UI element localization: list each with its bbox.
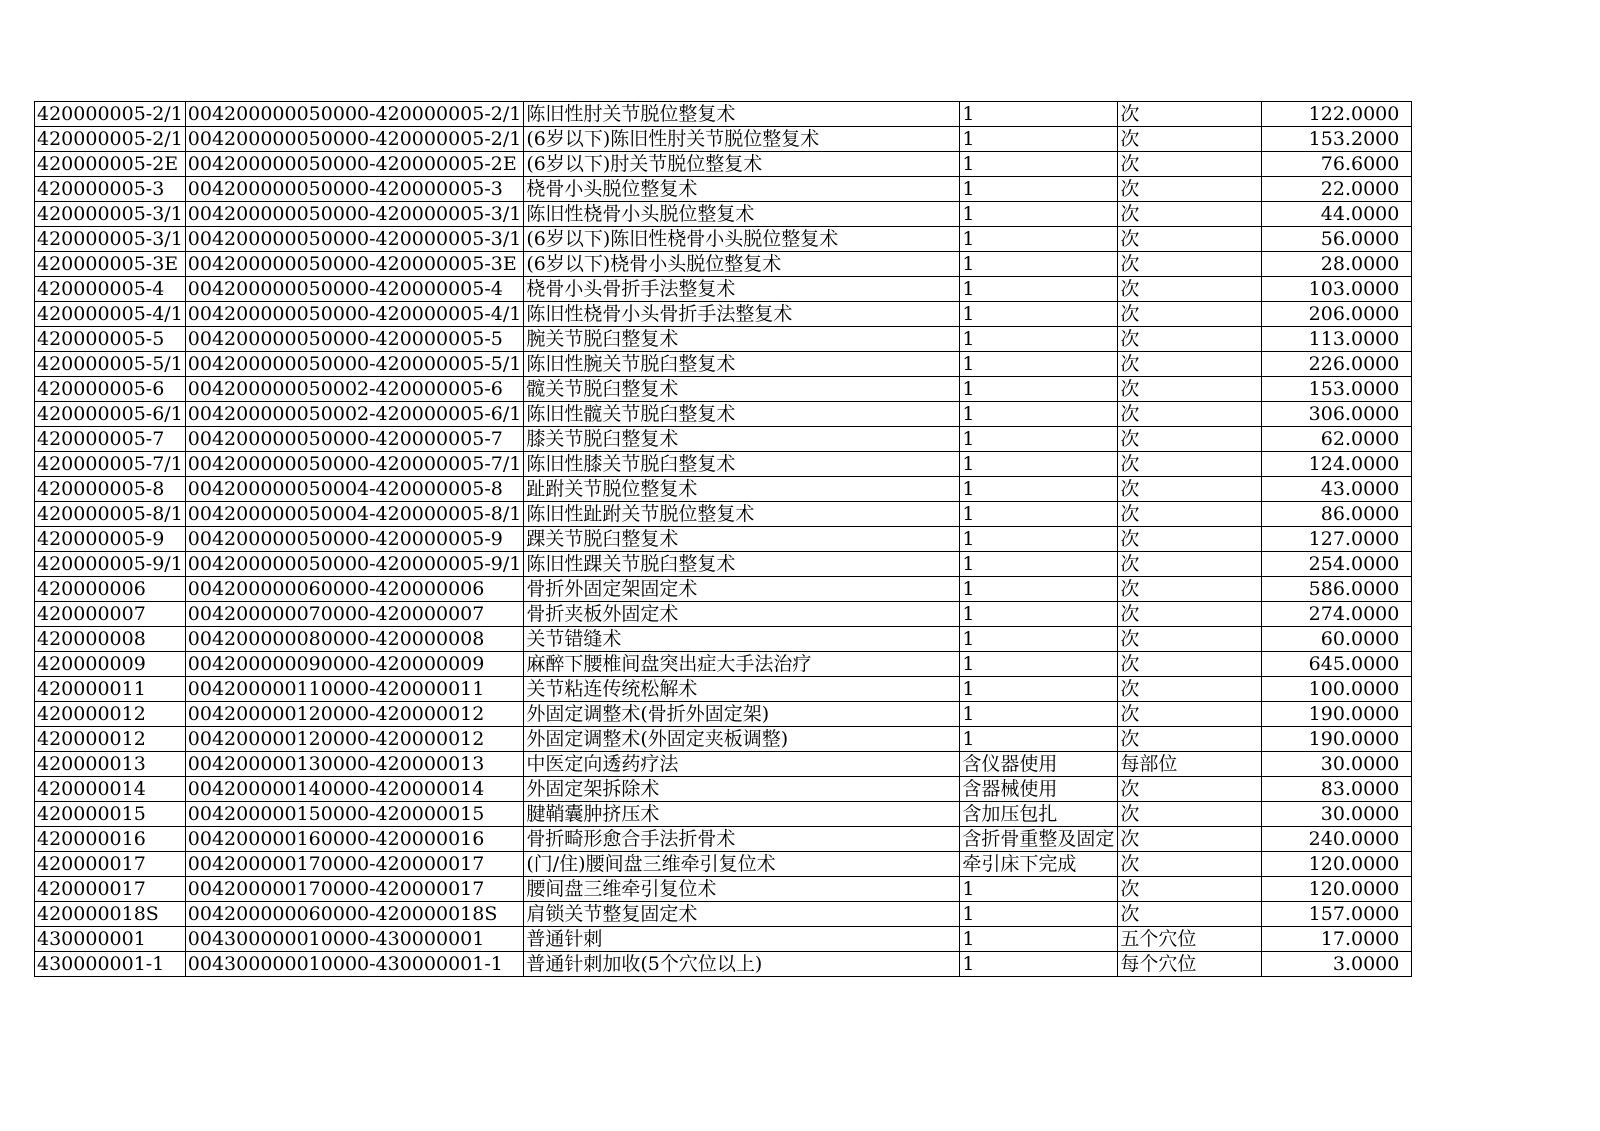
unit-cell: 次: [1118, 252, 1262, 277]
full-code-cell: 004200000050000-420000005-7: [185, 427, 524, 452]
content-cell: 1: [960, 502, 1118, 527]
content-cell: 1: [960, 952, 1118, 977]
full-code-cell: 004200000050004-420000005-8/1: [185, 502, 524, 527]
table-row: [35, 352, 1412, 377]
table-row: [35, 427, 1412, 452]
price-cell: 254.0000: [1262, 552, 1412, 577]
unit-cell: 次: [1118, 127, 1262, 152]
content-cell: 1: [960, 402, 1118, 427]
full-code-cell: 004200000060000-420000006: [185, 577, 524, 602]
price-cell: 113.0000: [1262, 327, 1412, 352]
full-code-cell: 004200000170000-420000017: [185, 852, 524, 877]
item-code-cell: 420000016: [35, 827, 186, 852]
table-row: [35, 877, 1412, 902]
item-name-cell: 陈旧性踝关节脱臼整复术: [524, 552, 960, 577]
item-name-cell: 骨折夹板外固定术: [524, 602, 960, 627]
full-code-cell: 004200000050000-420000005-3: [185, 177, 524, 202]
table-row: [35, 677, 1412, 702]
item-code-cell: 420000018S: [35, 902, 186, 927]
price-cell: 127.0000: [1262, 527, 1412, 552]
item-code-cell: 420000005-6/1: [35, 402, 186, 427]
full-code-cell: 004200000080000-420000008: [185, 627, 524, 652]
price-cell: 62.0000: [1262, 427, 1412, 452]
item-name-cell: 关节错缝术: [524, 627, 960, 652]
unit-cell: 次: [1118, 202, 1262, 227]
item-code-cell: 420000005-7/1: [35, 452, 186, 477]
content-cell: 1: [960, 602, 1118, 627]
full-code-cell: 004200000050000-420000005-9: [185, 527, 524, 552]
item-name-cell: (6岁以下)陈旧性肘关节脱位整复术: [524, 127, 960, 152]
unit-cell: 次: [1118, 527, 1262, 552]
price-cell: 274.0000: [1262, 602, 1412, 627]
table-row: [35, 102, 1412, 127]
price-cell: 100.0000: [1262, 677, 1412, 702]
table-row: [35, 127, 1412, 152]
item-code-cell: 420000012: [35, 727, 186, 752]
unit-cell: 次: [1118, 902, 1262, 927]
full-code-cell: 004200000050000-420000005-4: [185, 277, 524, 302]
item-name-cell: 髋关节脱臼整复术: [524, 377, 960, 402]
item-name-cell: 陈旧性髋关节脱臼整复术: [524, 402, 960, 427]
item-code-cell: 420000005-9: [35, 527, 186, 552]
unit-cell: 五个穴位: [1118, 927, 1262, 952]
content-cell: 1: [960, 877, 1118, 902]
unit-cell: 次: [1118, 627, 1262, 652]
table-row: [35, 552, 1412, 577]
content-cell: 1: [960, 902, 1118, 927]
item-name-cell: 膝关节脱臼整复术: [524, 427, 960, 452]
price-cell: 206.0000: [1262, 302, 1412, 327]
table-row: [35, 327, 1412, 352]
price-cell: 120.0000: [1262, 852, 1412, 877]
price-cell: 30.0000: [1262, 802, 1412, 827]
full-code-cell: 004200000050000-420000005-4/1: [185, 302, 524, 327]
item-code-cell: 420000008: [35, 627, 186, 652]
item-code-cell: 420000015: [35, 802, 186, 827]
price-cell: 103.0000: [1262, 277, 1412, 302]
price-table-body: [35, 102, 1412, 977]
item-name-cell: 关节粘连传统松解术: [524, 677, 960, 702]
price-table: [34, 101, 1412, 977]
content-cell: 1: [960, 652, 1118, 677]
item-name-cell: (6岁以下)桡骨小头脱位整复术: [524, 252, 960, 277]
content-cell: 含折骨重整及固定: [960, 827, 1118, 852]
item-name-cell: 普通针刺: [524, 927, 960, 952]
item-code-cell: 420000017: [35, 852, 186, 877]
unit-cell: 次: [1118, 402, 1262, 427]
item-code-cell: 420000017: [35, 877, 186, 902]
item-name-cell: 腰间盘三维牵引复位术: [524, 877, 960, 902]
table-row: [35, 227, 1412, 252]
content-cell: 1: [960, 177, 1118, 202]
full-code-cell: 004200000050000-420000005-3E: [185, 252, 524, 277]
content-cell: 1: [960, 577, 1118, 602]
unit-cell: 次: [1118, 802, 1262, 827]
item-code-cell: 420000005-4: [35, 277, 186, 302]
content-cell: 1: [960, 227, 1118, 252]
item-code-cell: 420000005-3E: [35, 252, 186, 277]
price-cell: 153.2000: [1262, 127, 1412, 152]
item-code-cell: 420000005-7: [35, 427, 186, 452]
item-name-cell: 陈旧性腕关节脱臼整复术: [524, 352, 960, 377]
price-cell: 586.0000: [1262, 577, 1412, 602]
price-cell: 190.0000: [1262, 702, 1412, 727]
unit-cell: 次: [1118, 877, 1262, 902]
content-cell: 1: [960, 727, 1118, 752]
table-row: [35, 827, 1412, 852]
content-cell: 1: [960, 152, 1118, 177]
item-name-cell: 肩锁关节整复固定术: [524, 902, 960, 927]
unit-cell: 次: [1118, 102, 1262, 127]
price-cell: 43.0000: [1262, 477, 1412, 502]
full-code-cell: 004200000050000-420000005-3/1: [185, 202, 524, 227]
item-name-cell: 腕关节脱臼整复术: [524, 327, 960, 352]
content-cell: 1: [960, 352, 1118, 377]
price-cell: 153.0000: [1262, 377, 1412, 402]
unit-cell: 次: [1118, 352, 1262, 377]
price-cell: 226.0000: [1262, 352, 1412, 377]
item-name-cell: 桡骨小头脱位整复术: [524, 177, 960, 202]
content-cell: 1: [960, 377, 1118, 402]
item-code-cell: 420000005-3: [35, 177, 186, 202]
content-cell: 1: [960, 302, 1118, 327]
content-cell: 1: [960, 252, 1118, 277]
table-row: [35, 502, 1412, 527]
unit-cell: 次: [1118, 602, 1262, 627]
item-code-cell: 420000005-3/1: [35, 227, 186, 252]
item-name-cell: 麻醉下腰椎间盘突出症大手法治疗: [524, 652, 960, 677]
table-row: [35, 377, 1412, 402]
item-code-cell: 420000005-2/1: [35, 127, 186, 152]
item-code-cell: 420000005-2/1: [35, 102, 186, 127]
table-row: [35, 477, 1412, 502]
item-name-cell: 趾跗关节脱位整复术: [524, 477, 960, 502]
price-cell: 56.0000: [1262, 227, 1412, 252]
price-cell: 83.0000: [1262, 777, 1412, 802]
price-cell: 190.0000: [1262, 727, 1412, 752]
content-cell: 1: [960, 527, 1118, 552]
price-cell: 122.0000: [1262, 102, 1412, 127]
table-row: [35, 252, 1412, 277]
item-name-cell: 桡骨小头骨折手法整复术: [524, 277, 960, 302]
item-name-cell: 外固定调整术(骨折外固定架): [524, 702, 960, 727]
table-row: [35, 902, 1412, 927]
table-row: [35, 777, 1412, 802]
item-code-cell: 430000001: [35, 927, 186, 952]
item-name-cell: 中医定向透药疗法: [524, 752, 960, 777]
full-code-cell: 004200000170000-420000017: [185, 877, 524, 902]
unit-cell: 次: [1118, 652, 1262, 677]
table-row: [35, 702, 1412, 727]
price-cell: 60.0000: [1262, 627, 1412, 652]
content-cell: 1: [960, 702, 1118, 727]
unit-cell: 次: [1118, 827, 1262, 852]
content-cell: 含仪器使用: [960, 752, 1118, 777]
unit-cell: 每部位: [1118, 752, 1262, 777]
unit-cell: 次: [1118, 702, 1262, 727]
item-name-cell: 外固定调整术(外固定夹板调整): [524, 727, 960, 752]
item-name-cell: (6岁以下)陈旧性桡骨小头脱位整复术: [524, 227, 960, 252]
full-code-cell: 004200000050002-420000005-6: [185, 377, 524, 402]
item-name-cell: 陈旧性桡骨小头骨折手法整复术: [524, 302, 960, 327]
full-code-cell: 004300000010000-430000001-1: [185, 952, 524, 977]
unit-cell: 次: [1118, 727, 1262, 752]
price-cell: 28.0000: [1262, 252, 1412, 277]
item-name-cell: (6岁以下)肘关节脱位整复术: [524, 152, 960, 177]
price-cell: 22.0000: [1262, 177, 1412, 202]
full-code-cell: 004200000150000-420000015: [185, 802, 524, 827]
content-cell: 1: [960, 127, 1118, 152]
price-cell: 86.0000: [1262, 502, 1412, 527]
item-name-cell: 普通针刺加收(5个穴位以上): [524, 952, 960, 977]
content-cell: 1: [960, 452, 1118, 477]
full-code-cell: 004200000140000-420000014: [185, 777, 524, 802]
table-row: [35, 602, 1412, 627]
full-code-cell: 004200000050002-420000005-6/1: [185, 402, 524, 427]
table-row: [35, 577, 1412, 602]
item-code-cell: 420000006: [35, 577, 186, 602]
table-row: [35, 402, 1412, 427]
item-name-cell: 踝关节脱臼整复术: [524, 527, 960, 552]
unit-cell: 次: [1118, 302, 1262, 327]
price-cell: 3.0000: [1262, 952, 1412, 977]
content-cell: 1: [960, 102, 1118, 127]
item-name-cell: 陈旧性肘关节脱位整复术: [524, 102, 960, 127]
table-row: [35, 852, 1412, 877]
item-name-cell: 腱鞘囊肿挤压术: [524, 802, 960, 827]
unit-cell: 次: [1118, 677, 1262, 702]
unit-cell: 次: [1118, 777, 1262, 802]
content-cell: 1: [960, 927, 1118, 952]
table-row: [35, 177, 1412, 202]
unit-cell: 次: [1118, 502, 1262, 527]
price-cell: 44.0000: [1262, 202, 1412, 227]
price-cell: 306.0000: [1262, 402, 1412, 427]
content-cell: 1: [960, 427, 1118, 452]
item-code-cell: 420000005-5/1: [35, 352, 186, 377]
item-name-cell: 骨折外固定架固定术: [524, 577, 960, 602]
price-cell: 120.0000: [1262, 877, 1412, 902]
item-code-cell: 420000005-3/1: [35, 202, 186, 227]
content-cell: 1: [960, 552, 1118, 577]
item-code-cell: 420000005-8/1: [35, 502, 186, 527]
item-code-cell: 420000005-9/1: [35, 552, 186, 577]
price-cell: 30.0000: [1262, 752, 1412, 777]
full-code-cell: 004200000050004-420000005-8: [185, 477, 524, 502]
table-row: [35, 927, 1412, 952]
unit-cell: 次: [1118, 452, 1262, 477]
full-code-cell: 004200000060000-420000018S: [185, 902, 524, 927]
table-row: [35, 752, 1412, 777]
full-code-cell: 004200000050000-420000005-2/1: [185, 102, 524, 127]
table-row: [35, 627, 1412, 652]
item-code-cell: 420000005-2E: [35, 152, 186, 177]
item-code-cell: 420000007: [35, 602, 186, 627]
unit-cell: 次: [1118, 852, 1262, 877]
item-code-cell: 420000005-6: [35, 377, 186, 402]
content-cell: 含加压包扎: [960, 802, 1118, 827]
table-row: [35, 527, 1412, 552]
full-code-cell: 004200000050000-420000005-3/1: [185, 227, 524, 252]
table-row: [35, 802, 1412, 827]
unit-cell: 次: [1118, 477, 1262, 502]
item-code-cell: 420000012: [35, 702, 186, 727]
content-cell: 含器械使用: [960, 777, 1118, 802]
item-name-cell: 陈旧性趾跗关节脱位整复术: [524, 502, 960, 527]
table-row: [35, 952, 1412, 977]
full-code-cell: 004200000050000-420000005-2/1: [185, 127, 524, 152]
unit-cell: 次: [1118, 227, 1262, 252]
item-code-cell: 420000011: [35, 677, 186, 702]
item-code-cell: 420000014: [35, 777, 186, 802]
price-cell: 76.6000: [1262, 152, 1412, 177]
item-code-cell: 420000013: [35, 752, 186, 777]
table-row: [35, 652, 1412, 677]
item-name-cell: 陈旧性膝关节脱臼整复术: [524, 452, 960, 477]
table-row: [35, 277, 1412, 302]
unit-cell: 次: [1118, 552, 1262, 577]
full-code-cell: 004200000130000-420000013: [185, 752, 524, 777]
full-code-cell: 004200000050000-420000005-5/1: [185, 352, 524, 377]
unit-cell: 次: [1118, 177, 1262, 202]
full-code-cell: 004300000010000-430000001: [185, 927, 524, 952]
item-name-cell: 骨折畸形愈合手法折骨术: [524, 827, 960, 852]
unit-cell: 次: [1118, 377, 1262, 402]
price-cell: 17.0000: [1262, 927, 1412, 952]
content-cell: 1: [960, 327, 1118, 352]
unit-cell: 次: [1118, 427, 1262, 452]
table-row: [35, 727, 1412, 752]
content-cell: 牵引床下完成: [960, 852, 1118, 877]
table-row: [35, 152, 1412, 177]
item-code-cell: 420000005-8: [35, 477, 186, 502]
unit-cell: 次: [1118, 277, 1262, 302]
full-code-cell: 004200000050000-420000005-9/1: [185, 552, 524, 577]
content-cell: 1: [960, 202, 1118, 227]
full-code-cell: 004200000050000-420000005-7/1: [185, 452, 524, 477]
unit-cell: 每个穴位: [1118, 952, 1262, 977]
full-code-cell: 004200000160000-420000016: [185, 827, 524, 852]
table-row: [35, 202, 1412, 227]
table-row: [35, 302, 1412, 327]
full-code-cell: 004200000050000-420000005-5: [185, 327, 524, 352]
full-code-cell: 004200000050000-420000005-2E: [185, 152, 524, 177]
full-code-cell: 004200000120000-420000012: [185, 727, 524, 752]
table-row: [35, 452, 1412, 477]
price-cell: 124.0000: [1262, 452, 1412, 477]
content-cell: 1: [960, 677, 1118, 702]
content-cell: 1: [960, 477, 1118, 502]
price-cell: 157.0000: [1262, 902, 1412, 927]
price-cell: 240.0000: [1262, 827, 1412, 852]
item-code-cell: 420000005-4/1: [35, 302, 186, 327]
item-name-cell: 外固定架拆除术: [524, 777, 960, 802]
content-cell: 1: [960, 277, 1118, 302]
full-code-cell: 004200000110000-420000011: [185, 677, 524, 702]
item-code-cell: 420000005-5: [35, 327, 186, 352]
full-code-cell: 004200000070000-420000007: [185, 602, 524, 627]
item-code-cell: 430000001-1: [35, 952, 186, 977]
unit-cell: 次: [1118, 152, 1262, 177]
unit-cell: 次: [1118, 327, 1262, 352]
item-name-cell: (门/住)腰间盘三维牵引复位术: [524, 852, 960, 877]
item-name-cell: 陈旧性桡骨小头脱位整复术: [524, 202, 960, 227]
price-cell: 645.0000: [1262, 652, 1412, 677]
full-code-cell: 004200000120000-420000012: [185, 702, 524, 727]
unit-cell: 次: [1118, 577, 1262, 602]
item-code-cell: 420000009: [35, 652, 186, 677]
full-code-cell: 004200000090000-420000009: [185, 652, 524, 677]
content-cell: 1: [960, 627, 1118, 652]
